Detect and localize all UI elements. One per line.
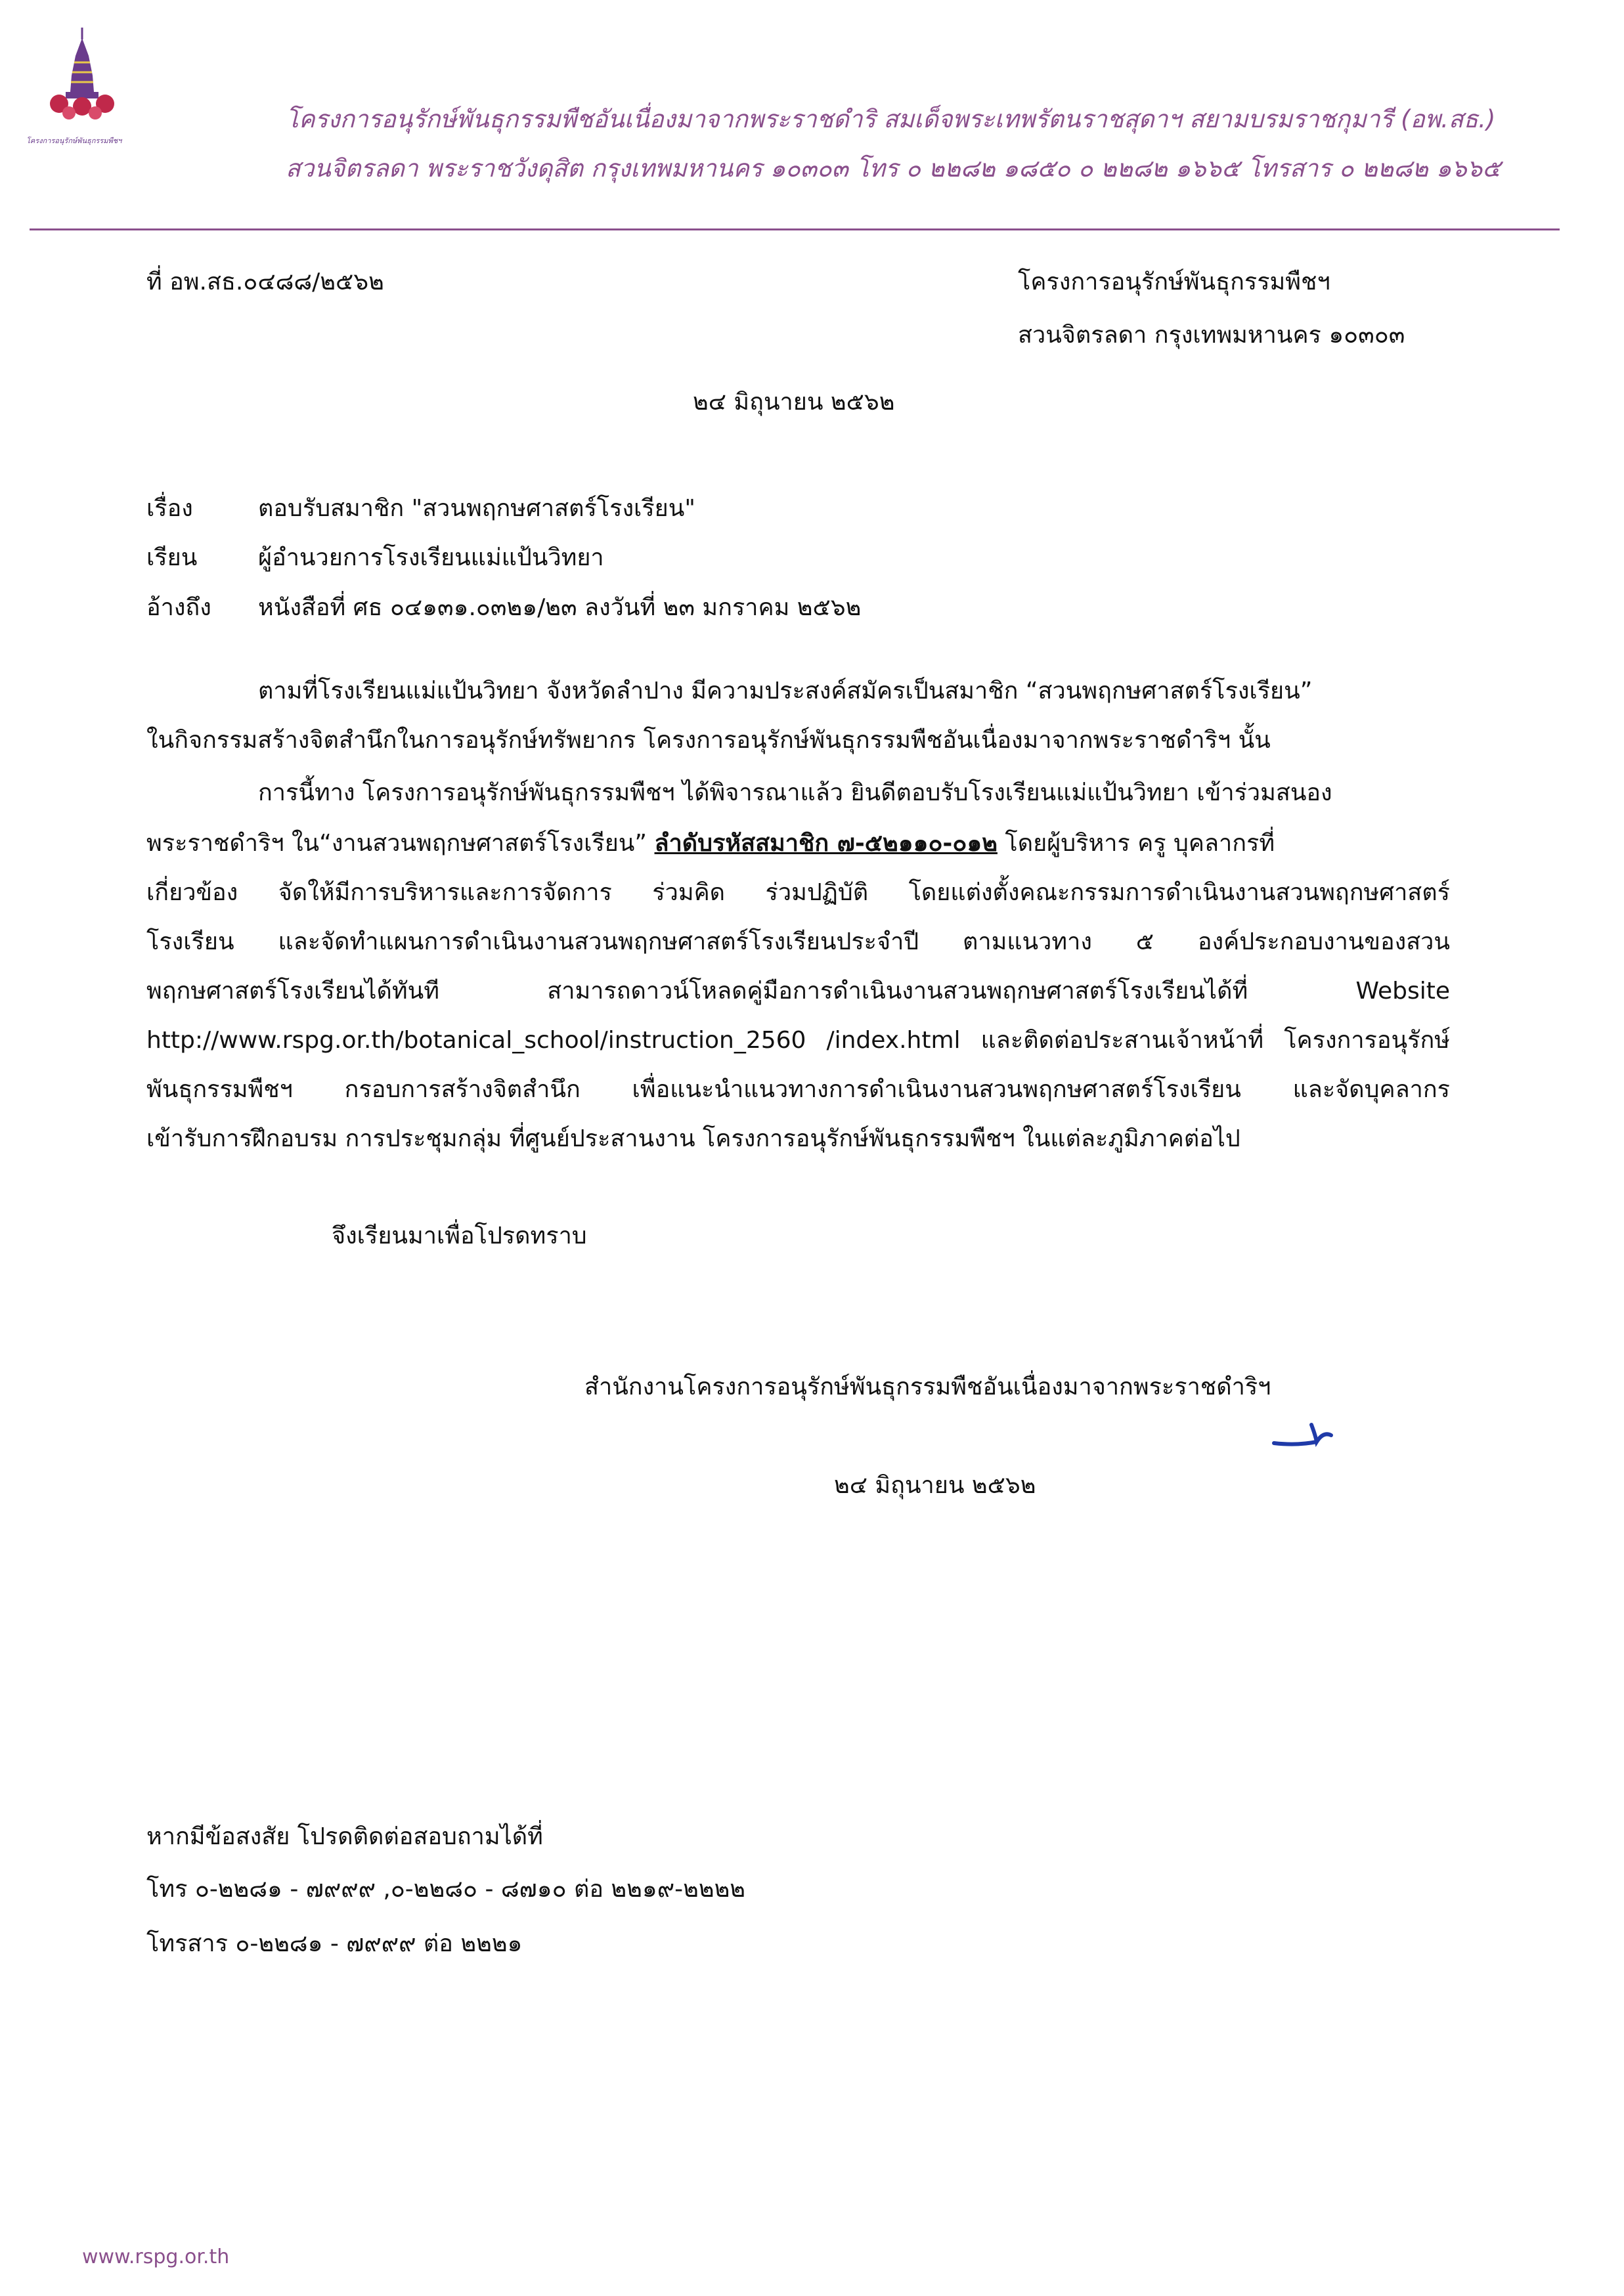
member-code: ลำดับรหัสสมาชิก ๗-๕๒๑๑๐-๐๑๒ [654, 830, 998, 857]
signer-office: สำนักงานโครงการอนุรักษ์พันธุกรรมพืชอันเนื่องมาจากพระราชดำริฯ [584, 1374, 1271, 1400]
reference-label: อ้างถึง [146, 594, 211, 621]
para2-line-1: การนี้ทาง โครงการอนุรักษ์พันธุกรรมพืชฯ ได้พิจารณาแล้ว ยินดีตอบรับโรงเรียนแม่แป้นวิทยา เข้าร่วมสนอง [258, 779, 1332, 806]
signature-mark [1271, 1412, 1356, 1451]
para2-line-6: http://www.rspg.or.th/botanical_school/instruction_2560 /index.html และติดต่อประสานเจ้าหน้าที่ โครงการอนุรักษ์ [146, 1027, 1450, 1054]
to-text: ผู้อำนวยการโรงเรียนแม่แป้นวิทยา [258, 544, 604, 571]
para2-line-2 [146, 832, 1275, 856]
subject-text: ตอบรับสมาชิก "สวนพฤกษศาสตร์โรงเรียน" [258, 495, 695, 522]
para2-line-3: เกี่ยวข้อง จัดให้มีการบริหารและการจัดการ ร่วมคิด ร่วมปฏิบัติ โดยแต่งตั้งคณะกรรมการดำเนินงานสวนพฤกษศาสตร์ [146, 879, 1450, 906]
reference-text: หนังสือที่ ศธ ๐๔๑๓๑.๐๓๒๑/๒๓ ลงวันที่ ๒๓ มกราคม ๒๕๖๒ [258, 594, 862, 621]
header-org-line: โครงการอนุรักษ์พันธุกรรมพืชอันเนื่องมาจากพระราชดำริ สมเด็จพระเทพรัตนราชสุดาฯ สยามบรมราชกุมารี (อพ.สธ.) [286, 105, 1496, 133]
para1-line-1: ตามที่โรงเรียนแม่แป้นวิทยา จังหวัดลำปาง มีความประสงค์สมัครเป็นสมาชิก “สวนพฤกษศาสตร์โรงเรียน” [258, 678, 1313, 704]
para2-line-2-end: โดยผู้บริหาร ครู บุคลากรที่ [1005, 830, 1275, 857]
para2-line-7: พันธุกรรมพืชฯ กรอบการสร้างจิตสำนึก เพื่อแนะนำแนวทางการดำเนินงานสวนพฤกษศาสตร์โรงเรียน และจัดบุคลากร [146, 1076, 1450, 1103]
sign-date: ๒๔ มิถุนายน ๒๕๖๒ [834, 1472, 1036, 1499]
closing-text: จึงเรียนมาเพื่อโปรดทราบ [332, 1223, 587, 1249]
contact-fax: โทรสาร ๐-๒๒๘๑ - ๗๙๙๙ ต่อ ๒๒๒๑ [146, 1930, 523, 1957]
subject-label: เรื่อง [146, 495, 193, 522]
contact-intro: หากมีข้อสงสัย โปรดติดต่อสอบถามได้ที่ [146, 1823, 543, 1850]
para2-line-2-start: พระราชดำริฯ ใน“งานสวนพฤกษศาสตร์โรงเรียน” [146, 830, 647, 857]
para2-line-4: โรงเรียน และจัดทำแผนการดำเนินงานสวนพฤกษศาสตร์โรงเรียนประจำปี ตามแนวทาง ๕ องค์ประกอบงานของสวน [146, 928, 1450, 955]
contact-phone: โทร ๐-๒๒๘๑ - ๗๙๙๙ ,๐-๒๒๘๐ - ๘๗๑๐ ต่อ ๒๒๑๙-๒๒๒๒ [146, 1876, 746, 1903]
sender-address: สวนจิตรลดา กรุงเทพมหานคร ๑๐๓๐๓ [1018, 322, 1405, 349]
header-divider [30, 228, 1560, 230]
footer-url[interactable]: www.rspg.or.th [82, 2245, 230, 2268]
sender-org: โครงการอนุรักษ์พันธุกรรมพืชฯ [1018, 269, 1330, 295]
para2-line-5: พฤกษศาสตร์โรงเรียนได้ทันที สามารถดาวน์โหลดคู่มือการดำเนินงานสวนพฤกษศาสตร์โรงเรียนได้ที่ Website [146, 978, 1450, 1005]
header-address-line: สวนจิตรลดา พระราชวังดุสิต กรุงเทพมหานคร ๑๐๓๐๓ โทร ๐ ๒๒๘๒ ๑๘๕๐ ๐ ๒๒๘๒ ๑๖๖๕ โทรสาร ๐ ๒๒๘๒ ๑๖๖๕ [286, 154, 1501, 183]
letter-date: ๒๔ มิถุนายน ๒๕๖๒ [693, 389, 895, 416]
crown-emblem-icon [30, 26, 135, 131]
rspg-logo [30, 26, 135, 131]
to-label: เรียน [146, 544, 198, 571]
logo-caption: โครงการอนุรักษ์พันธุกรรมพืชฯ [26, 137, 122, 145]
ref-number: ที่ อพ.สธ.๐๔๘๘/๒๕๖๒ [146, 269, 384, 295]
para1-line-2: ในกิจกรรมสร้างจิตสำนึกในการอนุรักษ์ทรัพยากร โครงการอนุรักษ์พันธุกรรมพืชอันเนื่องมาจากพระราชดำริฯ นั้น [146, 727, 1271, 754]
para2-line-8: เข้ารับการฝึกอบรม การประชุมกลุ่ม ที่ศูนย์ประสานงาน โครงการอนุรักษ์พันธุกรรมพืชฯ ในแต่ละภูมิภาคต่อไป [146, 1125, 1240, 1152]
